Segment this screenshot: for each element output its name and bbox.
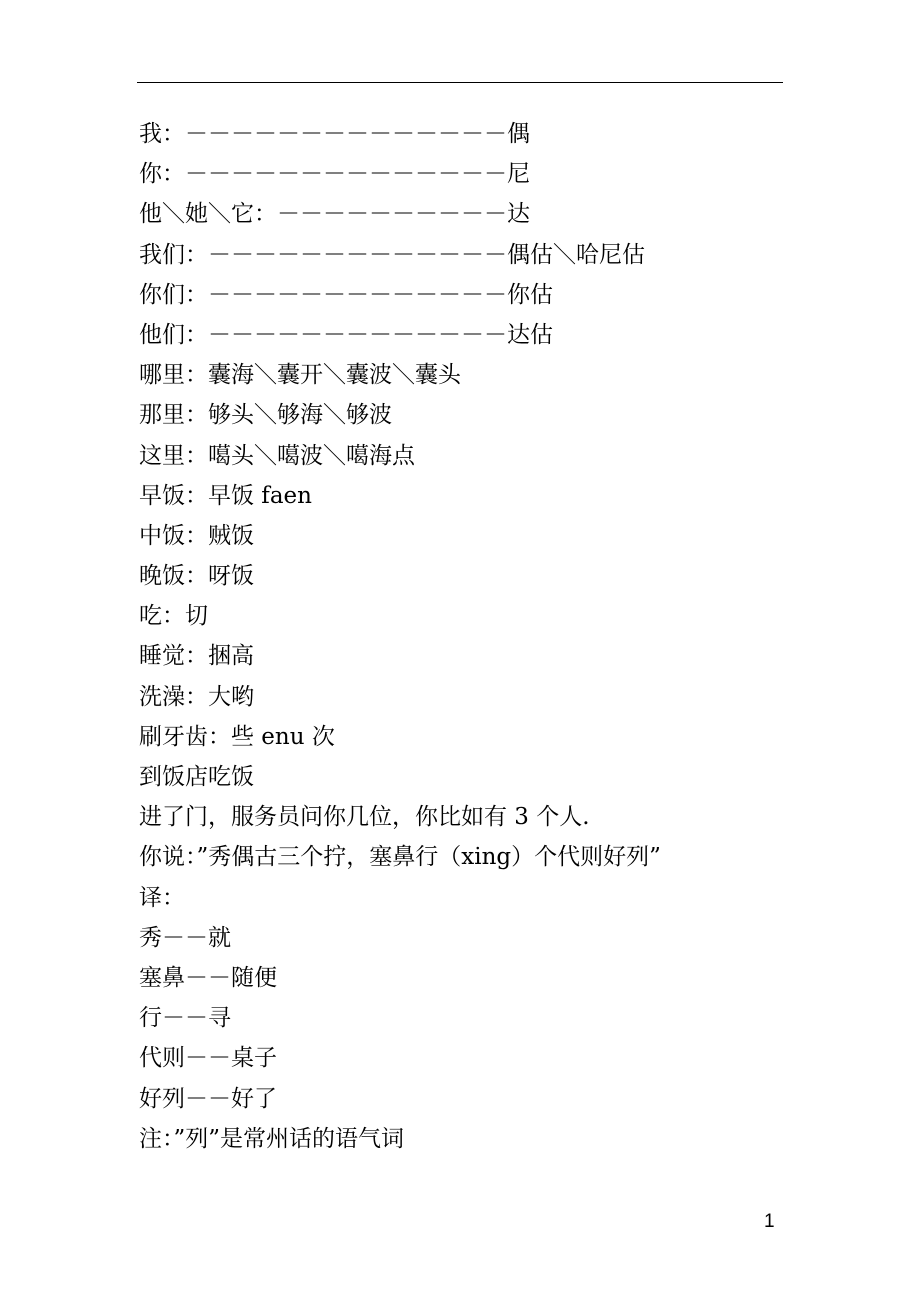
text-line: 好列－－好了 <box>139 1085 277 1112</box>
text-line: 秀－－就 <box>139 924 231 951</box>
text-line: 这里：噶头＼噶波＼噶海点 <box>139 442 415 469</box>
text-line: 塞鼻－－随便 <box>139 964 277 991</box>
text-line: 译： <box>139 884 185 911</box>
page-number: 1 <box>764 1211 775 1232</box>
text-line: 中饭：贼饭 <box>139 522 254 549</box>
text-line: 我们：－－－－－－－－－－－－－偶估＼哈尼估 <box>139 241 645 268</box>
text-line: 注：”列”是常州话的语气词 <box>139 1125 405 1152</box>
text-line: 早饭：早饭 faen <box>139 482 312 509</box>
text-line: 那里：够头＼够海＼够波 <box>139 402 392 429</box>
text-line: 到饭店吃饭 <box>139 764 254 790</box>
text-line: 你：－－－－－－－－－－－－－－尼 <box>139 161 530 188</box>
text-line: 刷牙齿：些 enu 次 <box>139 723 335 750</box>
text-line: 哪里：囊海＼囊开＼囊波＼囊头 <box>139 362 461 389</box>
text-line: 吃：切 <box>139 603 208 630</box>
text-line: 你说：”秀偶古三个拧，塞鼻行（xing）个代则好列” <box>139 844 661 871</box>
text-line: 进了门，服务员问你几位，你比如有 3 个人. <box>139 804 590 831</box>
text-line: 我：－－－－－－－－－－－－－－偶 <box>139 121 530 147</box>
text-line: 睡觉：捆高 <box>139 643 254 670</box>
text-line: 行－－寻 <box>139 1005 231 1032</box>
text-line: 晚饭：呀饭 <box>139 563 254 590</box>
document-body <box>139 114 799 1159</box>
text-line: 代则－－桌子 <box>139 1045 277 1072</box>
header-rule <box>137 82 783 83</box>
text-line: 你们：－－－－－－－－－－－－－你估 <box>139 281 553 308</box>
text-line: 他们：－－－－－－－－－－－－－达估 <box>139 321 553 348</box>
text-line: 他＼她＼它：－－－－－－－－－－达 <box>139 201 530 228</box>
text-line: 洗澡：大哟 <box>139 683 254 710</box>
